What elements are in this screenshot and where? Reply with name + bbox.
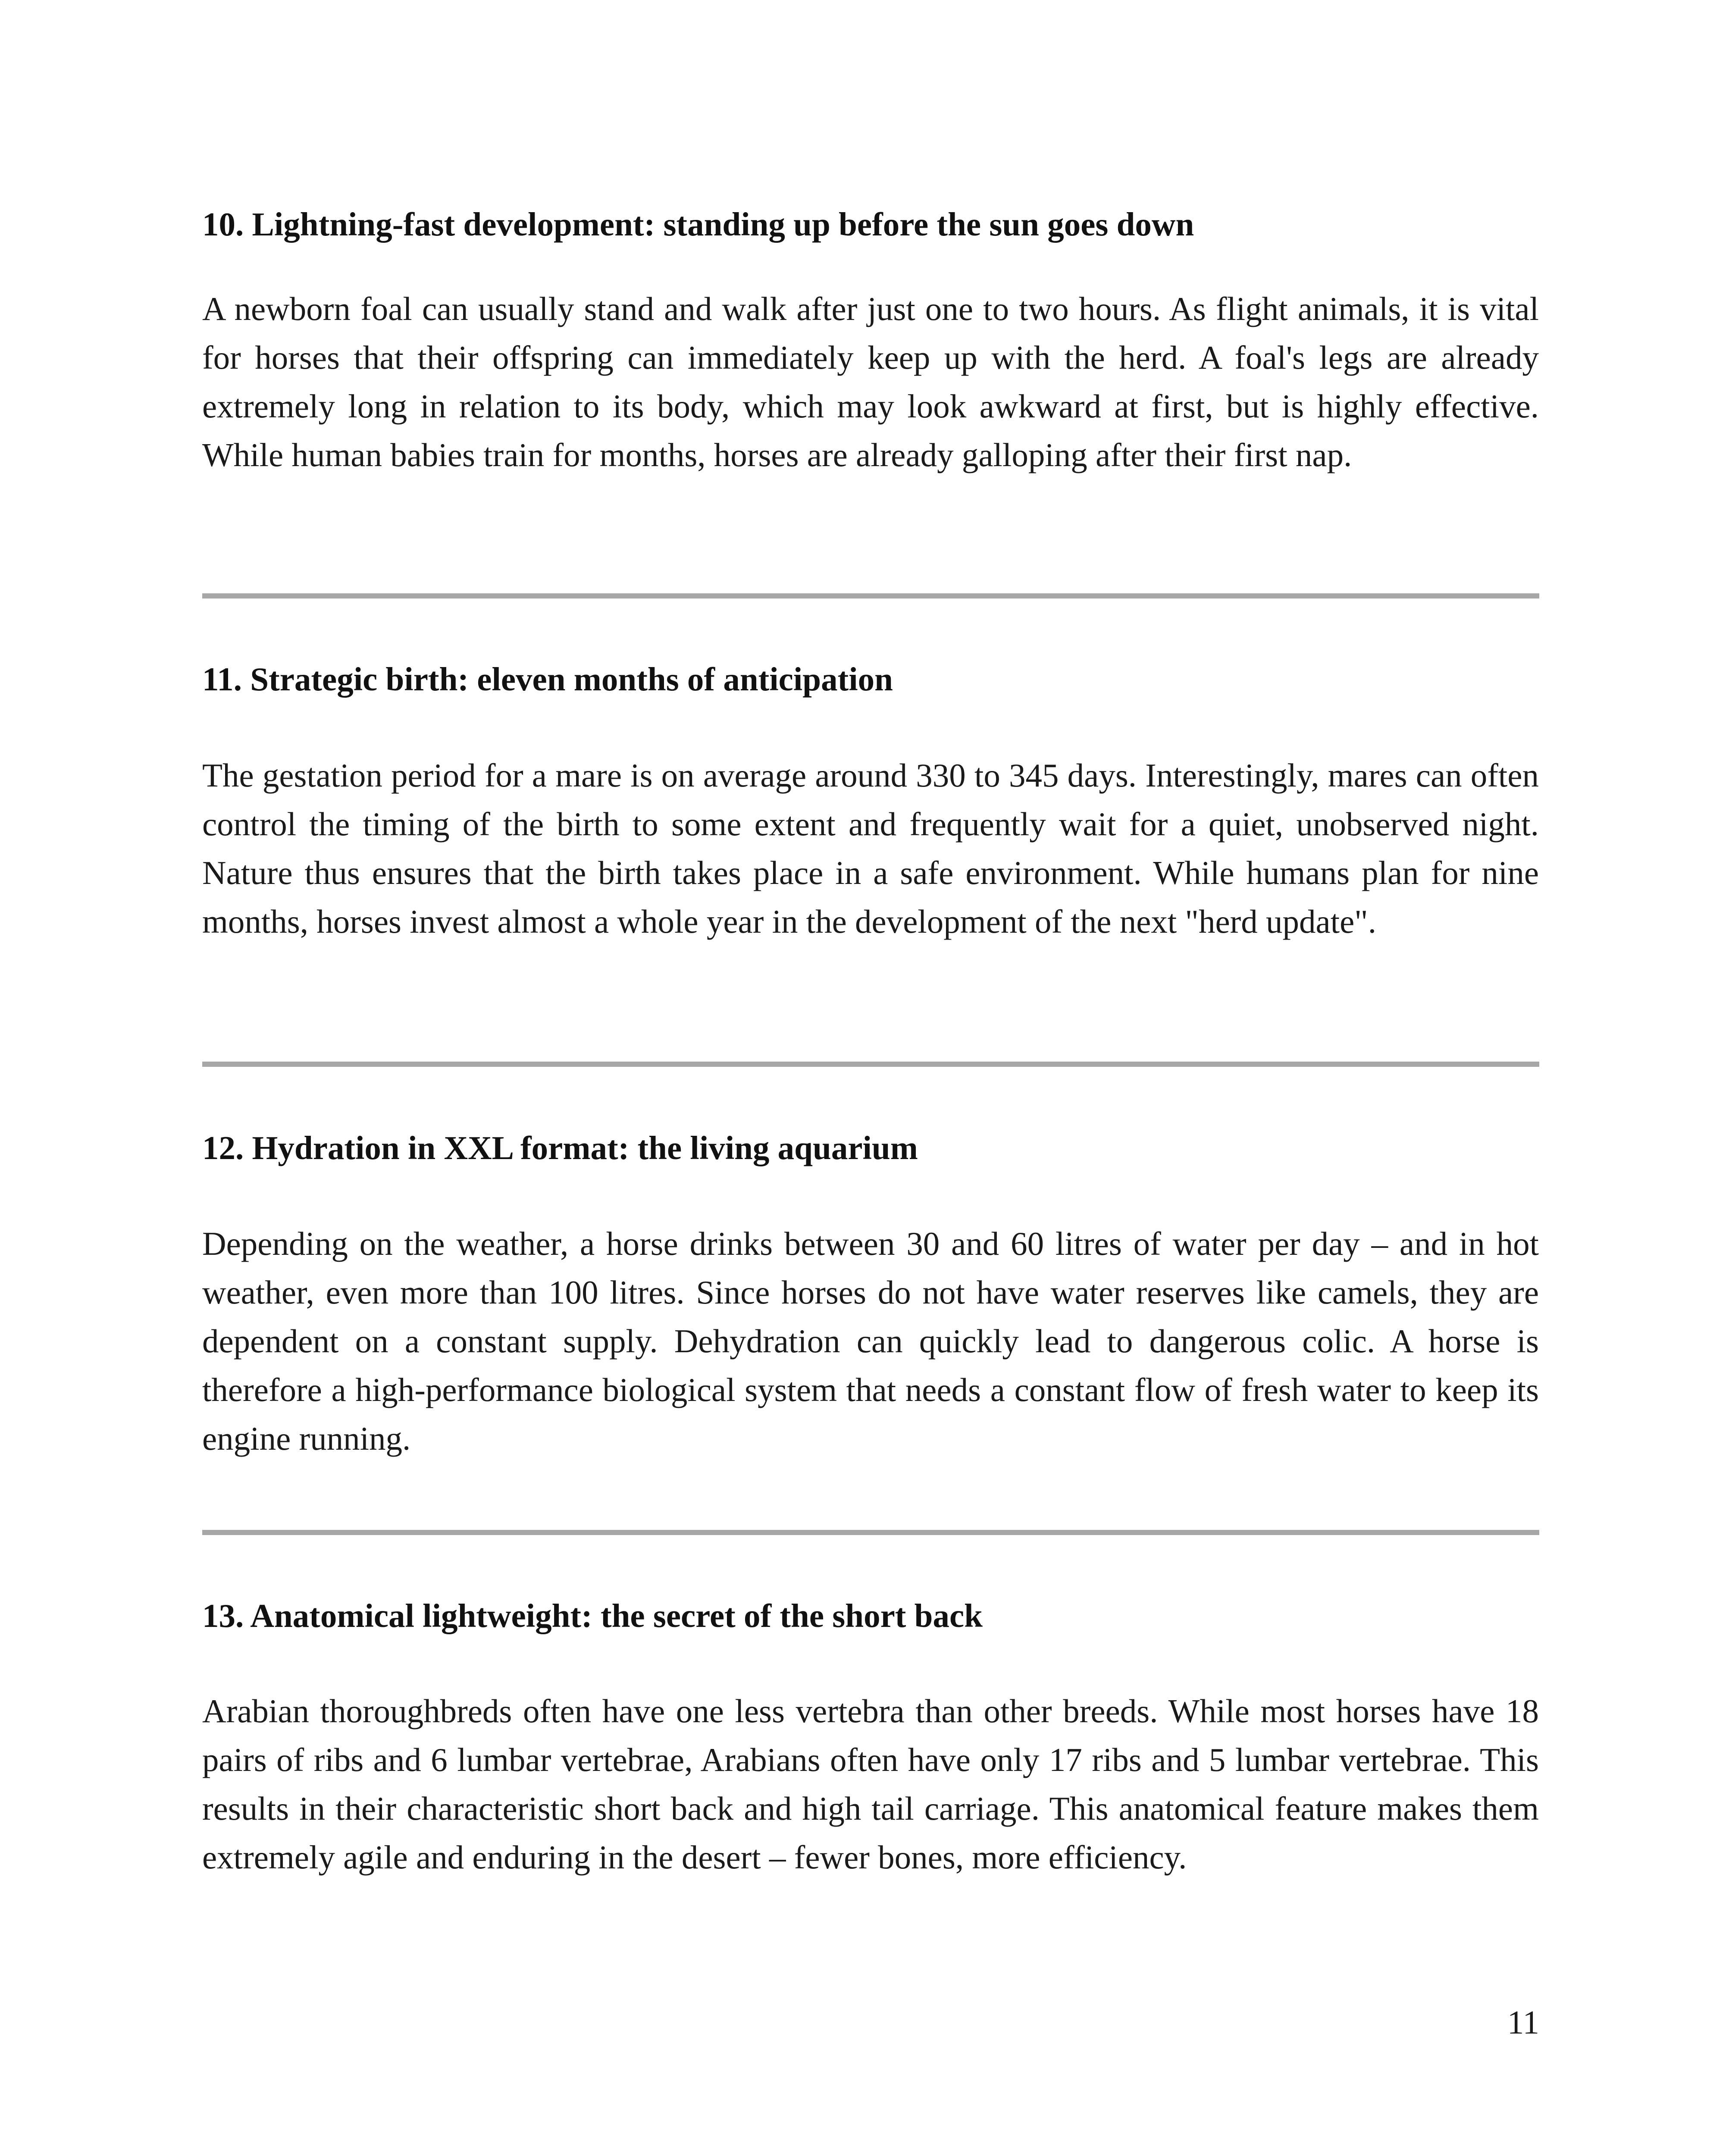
page-number: 11 <box>1507 2004 1539 2041</box>
section-heading-11: 11. Strategic birth: eleven months of anticipation <box>202 661 893 698</box>
section-body-10: A newborn foal can usually stand and walk after just one to two hours. As flight animals, it is vital for horses that their offspring can immediately keep up with the herd. A foal's legs are already extremely long in relation to its body, which may look awkward at first, but is highly effective. While human babies train for months, horses are already galloping after their first nap. <box>202 290 1539 473</box>
section-body-12: Depending on the weather, a horse drinks between 30 and 60 litres of water per day – and in hot weather, even more than 100 litres. Since horses do not have water reserves like camels, they are dependent on a constant supply. Dehydration can quickly lead to dangerous colic. A horse is therefore a high-performance biological system that needs a constant flow of fresh water to keep its engine running. <box>202 1225 1539 1457</box>
section-divider <box>202 1530 1539 1535</box>
section-divider <box>202 593 1539 599</box>
section-heading-12: 12. Hydration in XXL format: the living aquarium <box>202 1129 918 1166</box>
section-divider <box>202 1062 1539 1067</box>
section-body-13: Arabian thoroughbreds often have one less vertebra than other breeds. While most horses have 18 pairs of ribs and 6 lumbar vertebrae, Arabians often have only 17 ribs and 5 lumbar vertebrae. This results in their characteristic short back and high tail carriage. This anatomical feature makes them extremely agile and enduring in the desert – fewer bones, more efficiency. <box>202 1692 1539 1876</box>
section-heading-13: 13. Anatomical lightweight: the secret of the short back <box>202 1597 983 1634</box>
section-body-11: The gestation period for a mare is on average around 330 to 345 days. Interestingly, mares can often control the timing of the birth to some extent and frequently wait for a quiet, unobserved night. Nature thus ensures that the birth takes place in a safe environment. While humans plan for nine months, horses invest almost a whole year in the development of the next "herd update". <box>202 757 1539 940</box>
section-heading-10: 10. Lightning-fast development: standing up before the sun goes down <box>202 206 1194 243</box>
